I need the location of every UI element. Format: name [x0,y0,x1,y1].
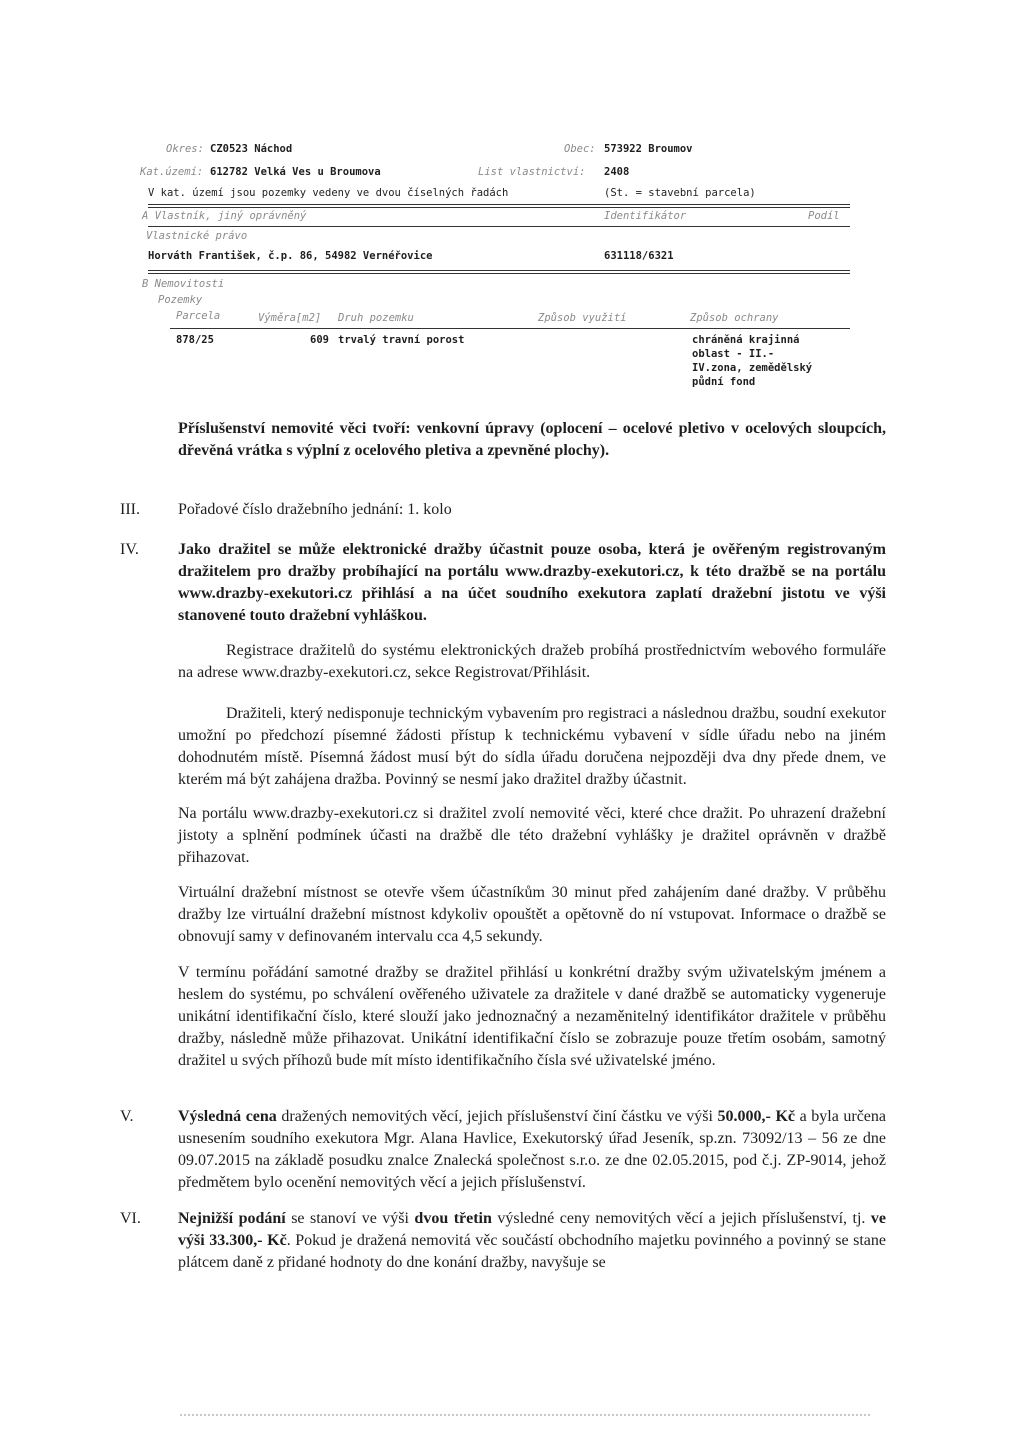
section-iv-number: IV. [120,541,139,558]
resulting-price-label: Výsledná cena [178,1108,277,1125]
section-v-text-1: dražených nemovitých věcí, jejich příslušenství činí částku ve výši [276,1108,718,1125]
list-vlastnictvi-label: List vlastnictví: [478,166,586,178]
section-v-number: V. [120,1108,134,1125]
numbering-note-legend: (St. = stavební parcela) [604,187,756,199]
section-vi-text-2: výsledné ceny nemovitých věcí a jejich příslušenství, tj. [491,1210,871,1227]
two-thirds-label: dvou třetin [414,1210,492,1227]
header-divider [148,204,850,208]
portal-paragraph: Na portálu www.drazby-exekutori.cz si dražitel zvolí nemovité věci, které chce dražit. Po uhrazení dražební jistoty a splnění podmínek účasti na dražbě dle této dražební vyhlášky je dražitel oprávněn v dražbě přihazovat. [178,805,886,866]
section-vi-text-3: . Pokud je dražená nemovitá věc součástí obchodního majetku povinného a povinný se stane plátcem daně z přidané hodnoty do dne konání dražby, navyšuje se [178,1232,887,1271]
virtual-room-paragraph: Virtuální dražební místnost se otevře všem účastníkům 30 minut před zahájením dané dražby. V průběhu dražby lze virtuální dražební místnost kdykoliv opouštět a opětovně do ní vstupovat. Informace o dražbě se obnovují samy v definovaném intervalu cca 4,5 sekundy. [178,884,886,945]
protection-line-3: IV.zona, zemědělský [692,362,813,374]
auction-login-paragraph: V termínu pořádání samotné dražby se dražitel přihlásí u konkrétní dražby svým uživatelským jménem a heslem do systému, po schválení ověřeného uživatele za dražitele v dané dražbě se automaticky vygeneruje unikátní identifikační číslo, které slouží jako jednoznačný a nezaměnitelný identifikátor dražitele v průběhu dražby, následně může přihazovat. Unikátní identifikační číslo se zobrazuje pouze třetím osobám, samotný dražitel u svých příhozů bude mít místo identifikačního čísla své uživatelské jméno. [178,964,886,1069]
section-v-text-2: a byla určena usnesením soudního exekutora Mgr. Alana Havlice, Exekutorský úřad Jeseník, sp.zn. 73092/13 – 56 ze dne 09.07.2015 na základě posudku znalce Znalecká společnost s.r.o. ze dne 02.05.2015, pod č.j. ZP-9014, jehož předmětem bylo ocenění nemovitých věcí a jejich příslušenství. [178,1108,887,1191]
section-a-identifier-header: Identifikátor [604,210,687,222]
section-b-header: B Nemovitosti [142,278,225,290]
section-iii-text: Pořadové číslo dražebního jednání: 1. kolo [178,501,452,518]
col-druh: Druh pozemku [338,312,414,324]
owner-name: Horváth František, č.p. 86, 54982 Vernéřovice [148,250,433,262]
katuzemi-value: 612782 Velká Ves u Broumova [210,166,381,178]
lowest-bid-label: Nejnižší podání [178,1210,286,1227]
section-a-header: A Vlastník, jiný oprávněný [142,210,307,222]
obec-label: Obec: [564,143,596,155]
section-a-share-header: Podíl [808,210,840,222]
resulting-price-amount: 50.000,- Kč [717,1108,795,1125]
col-zpusob-ochrany: Způsob ochrany [690,312,779,324]
section-a-divider [148,226,850,227]
technical-equipment-paragraph: Dražiteli, který nedisponuje technickým vybavením pro registraci a následnou dražbu, soudní exekutor umožní po předchozí písemné žádosti přístup k technickému vybavení v sídle úřadu nebo na jiném dohodnutém místě. Písemná žádost musí být do sídla úřadu doručena nejpozději dva dny přede dnem, ve kterém má být zahájena dražba. Povinný se nesmí jako dražitel dražby účastnit. [178,705,886,788]
okres-value: CZ0523 Náchod [210,143,293,155]
list-vlastnictvi-value: 2408 [604,166,630,178]
parcel-type: trvalý travní porost [338,334,465,346]
katuzemi-label: Kat.území: [140,166,204,178]
col-zpusob-vyuziti: Způsob využití [538,312,627,324]
parcel-area: 609 [310,334,329,346]
obec-value: 573922 Broumov [604,143,693,155]
parcel-number: 878/25 [176,334,214,346]
footer-scan-artifact [180,1414,870,1416]
protection-line-4: půdní fond [692,376,756,388]
section-b-divider [170,328,850,329]
protection-line-1: chráněná krajinná [692,334,800,346]
section-b-subheader: Pozemky [158,294,203,306]
accessories-paragraph: Příslušenství nemovité věci tvoří: venkovní úpravy (oplocení – ocelové pletivo v ocelových sloupcích, dřevěná vrátka s výplní z ocelového pletiva a zpevněné plochy). [178,420,886,459]
registration-paragraph: Registrace dražitelů do systému elektronických dražeb probíhá prostřednictvím webového formuláře na adrese www.drazby-exekutori.cz, sekce Registrovat/Přihlásit. [178,642,886,681]
col-vymera: Výměra[m2] [258,312,322,324]
owner-identifier: 631118/6321 [604,250,674,262]
section-iv-text: Jako dražitel se může elektronické dražby účastnit pouze osoba, která je ověřeným registrovaným dražitelem pro dražby probíhající na portálu www.drazby-exekutori.cz, k této dražbě se na portálu www.drazby-exekutori.cz přihlásí a na účet soudního exekutora zaplatí dražební jistotu ve výši stanovené touto dražební vyhláškou. [178,541,886,624]
section-vi-text-1: se stanoví ve výši [285,1210,415,1227]
section-vi-text [178,1208,886,1274]
numbering-note: V kat. území jsou pozemky vedeny ve dvou číselných řadách [148,187,509,199]
section-vi-number: VI. [120,1210,141,1227]
section-a-end-divider [148,270,850,274]
col-parcela: Parcela [176,310,221,322]
okres-label: Okres: [166,143,204,155]
section-iii-number: III. [120,501,140,518]
protection-line-2: oblast - II.- [692,348,775,360]
section-a-subheader: Vlastnické právo [146,230,248,242]
lowest-bid-amount: ve výši 33.300,- Kč [178,1210,886,1249]
section-v-text [178,1106,886,1194]
